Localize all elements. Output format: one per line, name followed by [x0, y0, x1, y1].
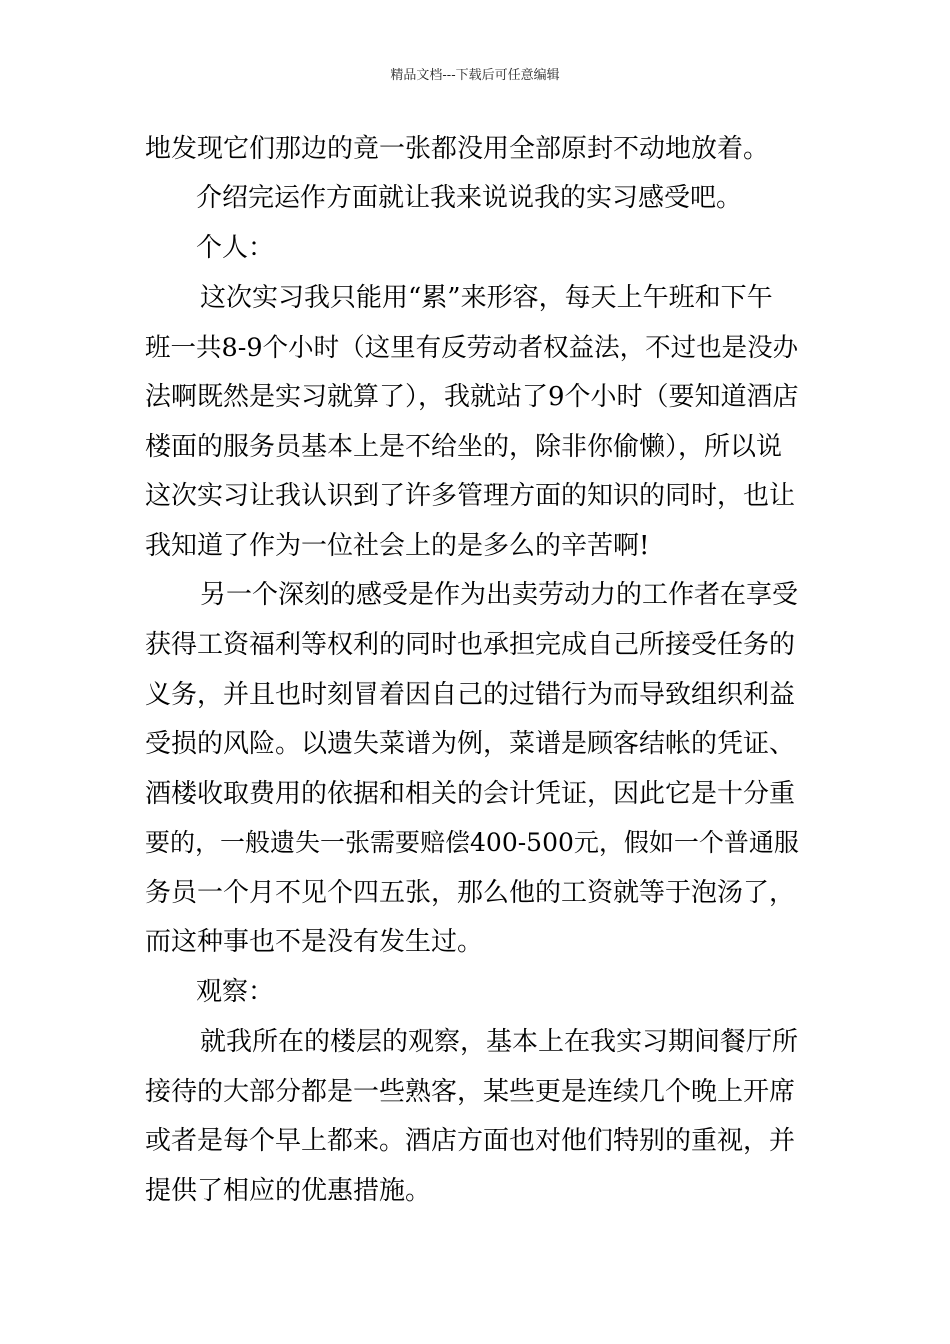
text-line: 我知道了作为一位社会上的是多么的辛苦啊! — [145, 531, 650, 561]
text-line: 地发现它们那边的竟一张都没用全部原封不动地放着。 — [145, 134, 770, 164]
text-line: 酒楼收取费用的依据和相关的会计凭证，因此它是十分重 — [145, 779, 796, 809]
page-header: 精品文档---下载后可任意编辑 — [390, 68, 560, 83]
text-line: 务员一个月不见个四五张，那么他的工资就等于泡汤了， — [145, 878, 796, 908]
text-line: 班一共8-9个小时（这里有反劳动者权益法，不过也是没办 — [145, 333, 799, 363]
text-line: 或者是每个早上都来。酒店方面也对他们特别的重视，并 — [145, 1126, 796, 1156]
text-line: 另一个深刻的感受是作为出卖劳动力的工作者在享受 — [200, 580, 799, 610]
text-line: 义务，并且也时刻冒着因自己的过错行为而导致组织利益 — [145, 680, 796, 710]
text-line: 要的，一般遗失一张需要赔偿400-500元，假如一个普通服 — [145, 828, 799, 857]
text-line: 提供了相应的优惠措施。 — [145, 1176, 432, 1206]
text-line: 接待的大部分都是一些熟客，某些更是连续几个晚上开席 — [145, 1077, 796, 1107]
text-line: 个人： — [196, 233, 275, 263]
text-line: 介绍完运作方面就让我来说说我的实习感受吧。 — [196, 183, 743, 213]
text-line: 获得工资福利等权利的同时也承担完成自己所接受任务的 — [145, 630, 796, 660]
text-line: 观察： — [196, 977, 275, 1007]
text-line: 法啊既然是实习就算了），我就站了9个小时（要知道酒店 — [145, 382, 799, 412]
text-line: 楼面的服务员基本上是不给坐的，除非你偷懒），所以说 — [145, 432, 783, 462]
text-line: 这次实习让我认识到了许多管理方面的知识的同时，也让 — [145, 481, 796, 511]
text-line: 这次实习我只能用“累”来形容，每天上午班和下午 — [200, 283, 773, 313]
text-line: 就我所在的楼层的观察，基本上在我实习期间餐厅所 — [200, 1027, 799, 1057]
text-line: 而这种事也不是没有发生过。 — [145, 927, 484, 957]
text-line: 受损的风险。以遗失菜谱为例，菜谱是顾客结帐的凭证、 — [145, 729, 796, 759]
